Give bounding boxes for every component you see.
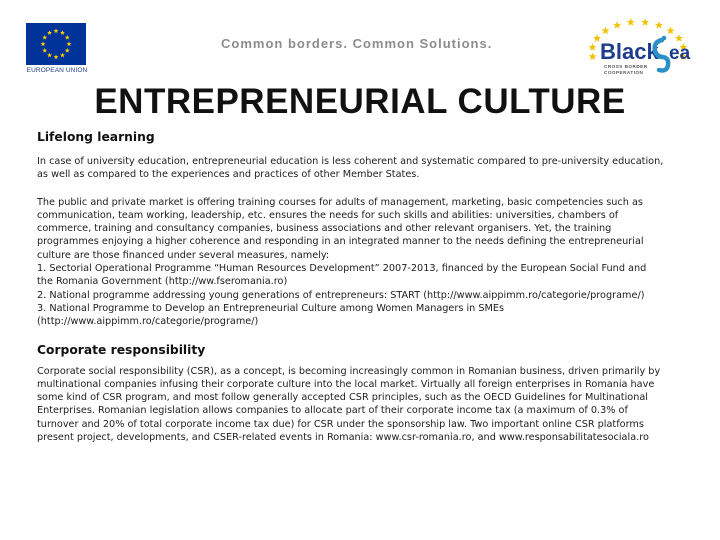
- main-content: [37, 130, 665, 444]
- bs-subtitle: [604, 64, 674, 76]
- section-heading-lifelong-learning: Lifelong learning: [37, 130, 155, 144]
- bs-star-icon: [641, 18, 649, 26]
- bs-star-icon: [589, 43, 597, 51]
- eu-label: EUROPEAN UNION: [26, 67, 88, 74]
- black-sea-logo-icon: [578, 12, 698, 92]
- bs-word2: ea: [669, 43, 691, 64]
- bs-star-icon: [589, 52, 597, 60]
- paragraph: Corporate social responsibility (CSR), as a concept, is becoming increasingly common in Romanian business, driven primarily by multinational companies infusing their corporate culture into the local market. Virtually all foreign enterprises in Romania have some kind of CSR program, and most follow generally accepted CSR principles, such as the OECD Guidelines for Multinational Enterprises. Romanian legislation allows companies to allocate part of their corporate income tax (a maximum of 0.3% of turnover and 20% of total corporate income tax due) for CSR under the sponsorship law. Two important online CSR platforms present project, developments, and CSER-related events in Romania: www.csr-romania.ro, and www.responsabilitatesociala.ro: [37, 365, 661, 444]
- list-item: 1. Sectorial Operational Programme “Human Resources Development” 2007-2013, financed by the European Social Fund and the Romania Government (http://ww.fseromania.ro): [37, 263, 647, 288]
- page-title: ENTREPRENEURIAL CULTURE: [94, 82, 626, 121]
- bs-star-icon: [655, 21, 663, 29]
- slogan: Common borders. Common Solutions.: [221, 36, 493, 51]
- list-item: 2. National programme addressing young generations of entrepreneurs: START (http://www.aippimm.ro/categorie/programe/): [37, 289, 645, 301]
- list-item: 3. National Programme to Develop an Entrepreneurial Culture among Women Managers in SMEs (http://www.aippimm.ro/categorie/programe/): [37, 302, 505, 328]
- paragraph: The public and private market is offering training courses for adults of management, marketing, basic competencies such as communication, team working, leadership, etc. ensures the needs for such skills and abilities: universities, chambers of commerce, training and consultancy companies, business associations and other relevant organisers. Yet, the training programmes enjoying a higher coherence and responding in an integrated manner to the needs defining the entrepreneurial culture are those financed under several measures, namely:: [37, 196, 644, 261]
- bs-sub-line1: CROSS BORDER: [604, 64, 648, 69]
- section-heading-corporate-responsibility: Corporate responsibility: [37, 342, 206, 357]
- bs-star-icon: [601, 27, 609, 35]
- bs-star-icon: [667, 27, 675, 35]
- bs-sub-line2: COOPERATION: [604, 70, 644, 75]
- bs-star-icon: [613, 21, 621, 29]
- header: [0, 0, 720, 92]
- bs-star-icon: [627, 18, 635, 26]
- paragraph: In case of university education, entrepreneurial education is less coherent and systematic compared to pre-university education, as well as compared to the experiences and practices of other Member States.: [37, 156, 664, 181]
- bs-word1: Black: [600, 39, 659, 64]
- bs-star-icon: [675, 34, 683, 42]
- eu-flag-icon: [26, 23, 86, 65]
